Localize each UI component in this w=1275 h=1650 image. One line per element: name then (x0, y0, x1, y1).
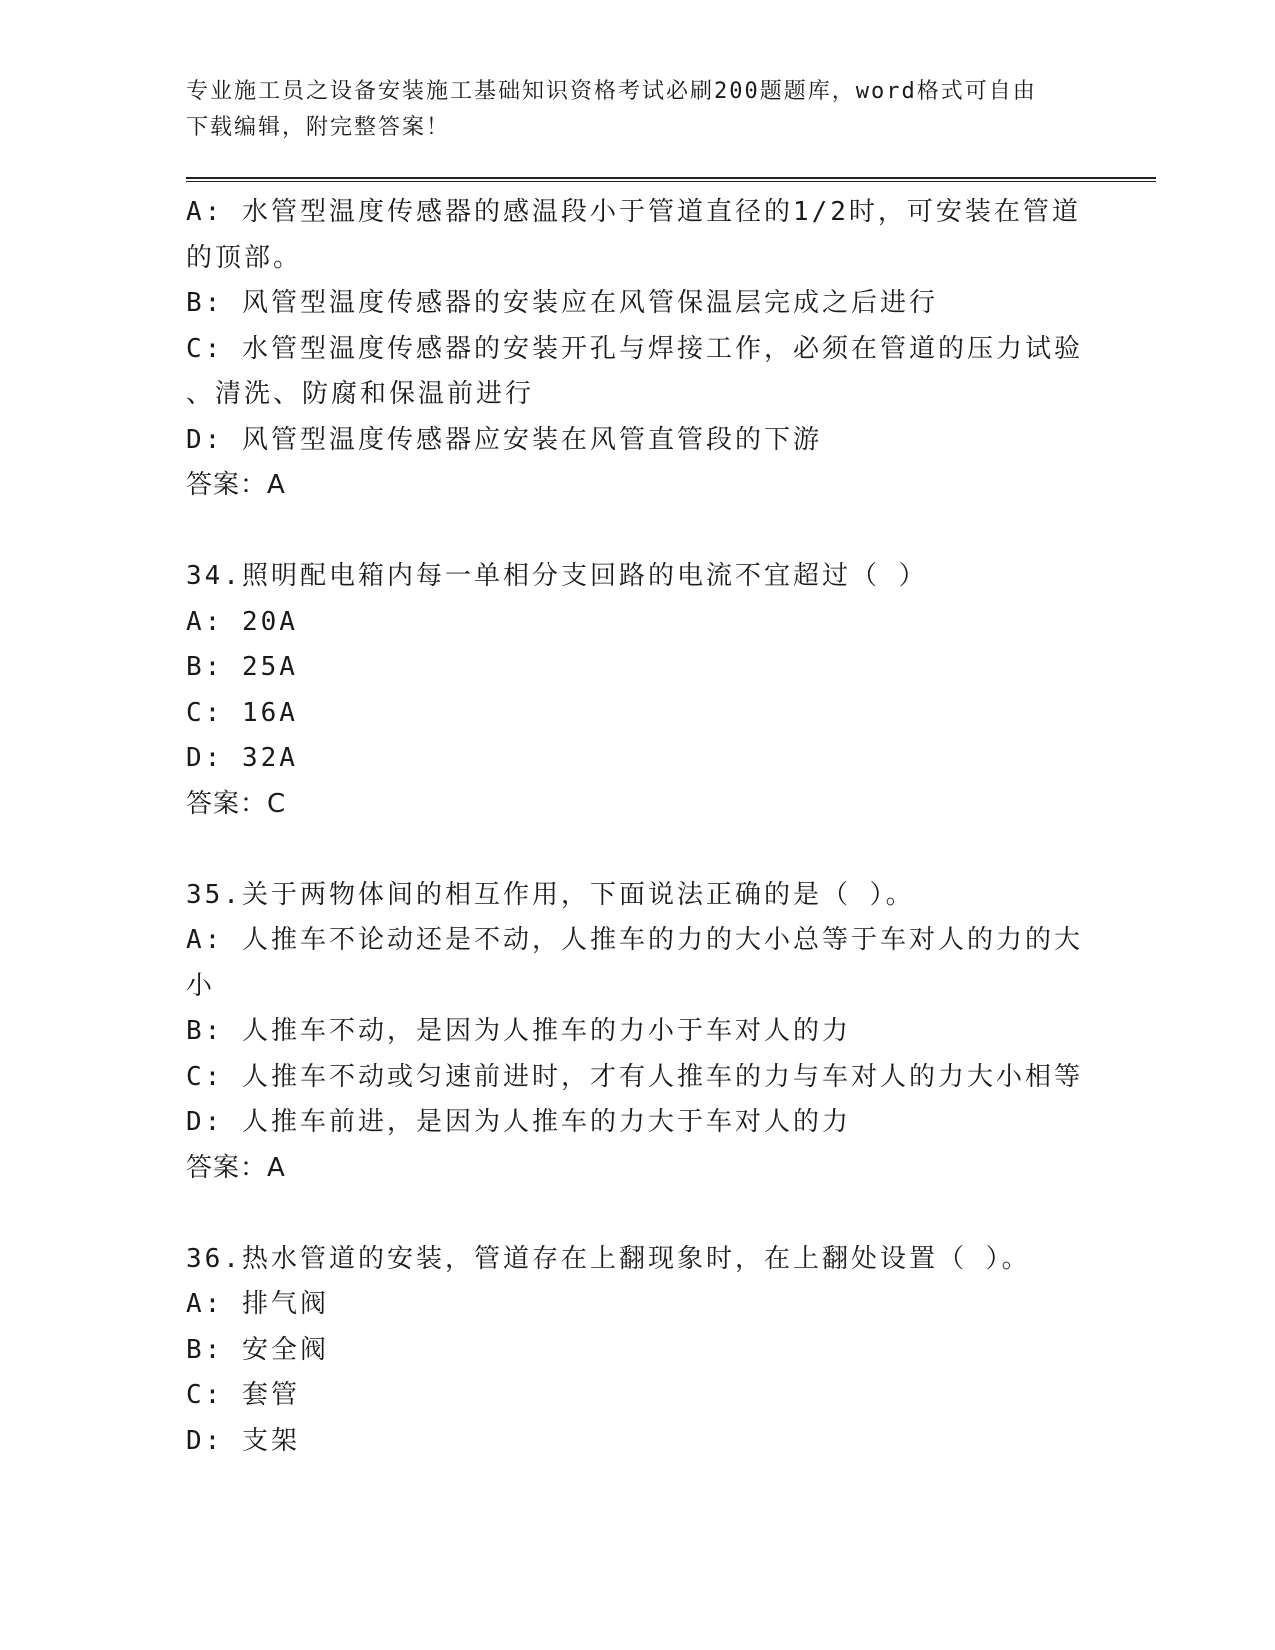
q33-answer: 答案：A (186, 470, 286, 500)
q35-option-b: B: 人推车不动，是因为人推车的力小于车对人的力 (186, 1016, 851, 1046)
q33-option-b: B: 风管型温度传感器的安装应在风管保温层完成之后进行 (186, 288, 938, 318)
q34-answer: 答案：C (186, 788, 287, 819)
question-list (186, 190, 1086, 1464)
document-header (186, 74, 1066, 146)
q35-option-a-line-1: A: 人推车不论动还是不动，人推车的力的大小总等于车对人的力的大 (186, 925, 1083, 955)
q34-question: 34.照明配电箱内每一单相分支回路的电流不宜超过（ ） (186, 561, 928, 591)
q36-option-b: B: 安全阀 (186, 1334, 329, 1365)
spacer (186, 509, 1086, 555)
q35-option-c: C: 人推车不动或匀速前进时，才有人推车的力与车对人的力大小相等 (186, 1061, 1083, 1092)
q34-option-d: D: 32A (186, 743, 298, 773)
question-35-block (186, 873, 1086, 1192)
spacer (186, 827, 1086, 873)
q33-option-c-line-1: C: 水管型温度传感器的安装开孔与焊接工作，必须在管道的压力试验 (186, 333, 1083, 364)
q36-question: 36.热水管道的安装，管道存在上翻现象时，在上翻处设置（ ）。 (186, 1243, 1031, 1274)
q36-option-d: D: 支架 (186, 1425, 300, 1456)
q36-option-c: C: 套管 (186, 1380, 300, 1410)
header-line-2: 下载编辑，附完整答案！ (186, 115, 451, 140)
header-divider (186, 177, 1156, 182)
q36-option-a: A: 排气阀 (186, 1289, 329, 1319)
q33-option-a-line-2: 的顶部。 (186, 242, 303, 273)
q34-option-a: A: 20A (186, 606, 298, 637)
q33-option-c-line-2: 、清洗、防腐和保温前进行 (186, 379, 535, 409)
q34-option-b: B: 25A (186, 652, 298, 682)
spacer (186, 1191, 1086, 1237)
question-34-block (186, 554, 1086, 827)
question-33-block (186, 190, 1086, 509)
q35-answer: 答案：A (186, 1152, 286, 1183)
q34-option-c: C: 16A (186, 697, 298, 728)
q33-option-a-line-1: A: 水管型温度传感器的感温段小于管道直径的1/2时，可安装在管道 (186, 197, 1081, 227)
q35-option-d: D: 人推车前进，是因为人推车的力大于车对人的力 (186, 1107, 851, 1137)
question-36-block (186, 1237, 1086, 1465)
q35-option-a-line-2: 小 (186, 970, 216, 1001)
q33-option-d: D: 风管型温度传感器应安装在风管直管段的下游 (186, 424, 822, 455)
header-line-1: 专业施工员之设备安装施工基础知识资格考试必刷200题题库，word格式可自由 (186, 79, 1037, 104)
q35-question: 35.关于两物体间的相互作用，下面说法正确的是（ ）。 (186, 879, 915, 910)
